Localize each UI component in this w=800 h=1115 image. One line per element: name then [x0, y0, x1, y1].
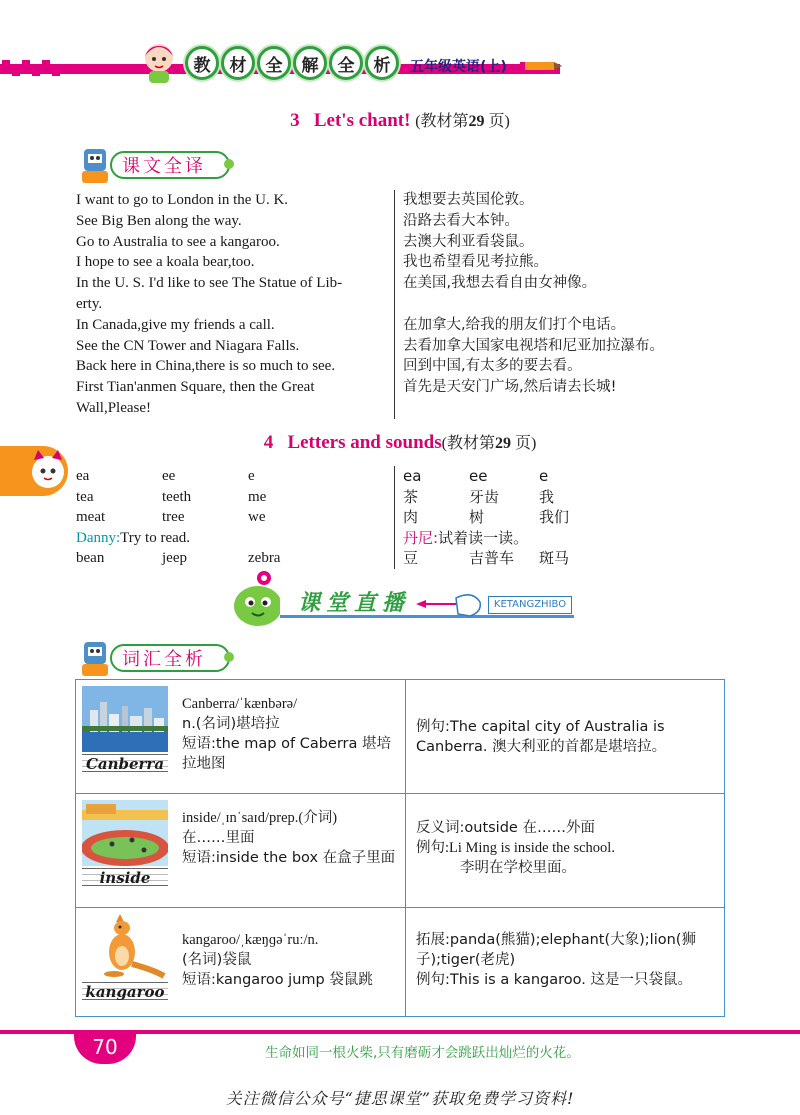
- vocab-row: [76, 680, 724, 794]
- vocab-label: [76, 640, 230, 676]
- textbook-page-ref: (教材第29 页): [441, 435, 537, 452]
- vocab-definition: [176, 680, 406, 793]
- vocab-headword: inside/ˌɪnˈsaɪd/prep.(介词): [182, 810, 338, 826]
- banner-pinyin: KETANGZHIBO: [488, 596, 572, 614]
- green-blob-mascot-icon: [228, 568, 288, 630]
- page-number: 70: [74, 1030, 136, 1064]
- page-header: [0, 0, 800, 95]
- girl-mascot-icon: [135, 38, 183, 86]
- watermark-text: 关注微信公众号“捷思课堂”获取免费学习资料!: [225, 1089, 575, 1108]
- vocab-pos: (名词)袋鼠: [182, 952, 252, 968]
- chant-line: See the CN Tower and Niagara Falls. 去看加拿大国家电视塔和尼亚加拉瀑布。: [76, 336, 726, 357]
- vocab-example: 反义词:outside 在……外面 例句:Li Ming is inside the school. 李明在学校里面。: [416, 820, 615, 876]
- vocab-table: [75, 679, 725, 1017]
- pointing-hand-icon: [416, 588, 486, 620]
- chant-line: Wall,Please!: [76, 398, 726, 419]
- title-char: 材: [221, 46, 255, 80]
- letters-row: bean jeep zebra 豆 吉普车 斑马: [76, 548, 726, 569]
- section-title-text: Letters and sounds: [287, 432, 442, 453]
- robot-mascot-icon: [76, 145, 114, 185]
- section-4-title: [0, 430, 800, 454]
- footer-motto: 生命如同一根火柴,只有磨砺才会跳跃出灿烂的火花。: [265, 1045, 580, 1061]
- chant-line: See Big Ben along the way. 沿路去看大本钟。: [76, 211, 726, 232]
- chant-translation: [76, 190, 726, 419]
- robot-mascot-icon: [76, 638, 114, 678]
- vocab-pos: 在……里面: [182, 830, 255, 846]
- title-char: 析: [365, 46, 399, 80]
- letters-row: meat tree we 肉 树 我们: [76, 507, 726, 528]
- translation-label-text: 课文全译: [110, 151, 230, 179]
- dialogue-row: Danny: Try to read. 丹尼: 试着读一读。: [76, 528, 726, 549]
- speaker-name: 丹尼:: [403, 528, 439, 547]
- city-skyline-image: [82, 686, 168, 752]
- section-number: 4: [263, 432, 274, 453]
- vocab-phrase: 短语:the map of Caberra 堪培拉地图: [182, 736, 391, 772]
- vocab-image-word: kangaroo: [82, 982, 168, 1000]
- vocab-pos: n.(名词)堪培拉: [182, 716, 280, 732]
- vocab-example: 例句:The capital city of Australia is Canberra. 澳大利亚的首都是堪培拉。: [416, 718, 667, 755]
- title-char: 解: [293, 46, 327, 80]
- vocab-phrase: 短语:inside the box 在盒子里面: [182, 850, 396, 866]
- vocab-definition: [176, 794, 406, 907]
- letters-and-sounds: [76, 466, 726, 569]
- textbook-page-ref: (教材第29 页): [415, 113, 510, 130]
- chant-line: I want to go to London in the U. K. 我想要去英国伦敦。: [76, 190, 726, 211]
- title-char: 全: [257, 46, 291, 80]
- vocab-image-word: inside: [82, 868, 168, 886]
- kangaroo-image: [82, 914, 168, 980]
- vocab-image-cell: [76, 794, 176, 907]
- grade-label: 五年级英语(上): [410, 59, 507, 75]
- book-title: [185, 46, 399, 80]
- translation-label: [76, 147, 230, 183]
- vocab-image-word: Canberra: [82, 754, 168, 772]
- section-number: 3: [290, 110, 300, 131]
- vocab-headword: kangaroo/ˌkæŋɡəˈruː/n.: [182, 932, 319, 948]
- chant-line: erty.: [76, 294, 726, 315]
- letters-row: ea ee e ea ee e: [76, 466, 726, 487]
- chant-line: Go to Australia to see a kangaroo. 去澳大利亚看袋鼠。: [76, 232, 726, 253]
- pencil-icon: [520, 56, 564, 76]
- section-title-text: Let's chant!: [313, 110, 411, 131]
- vocab-definition: [176, 908, 406, 1016]
- chant-line: Back here in China,there is so much to see. 回到中国,有太多的要去看。: [76, 356, 726, 377]
- classroom-live-banner: [228, 568, 578, 630]
- chant-line: First Tian'anmen Square, then the Great 首先是天安门广场,然后请去长城!: [76, 377, 726, 398]
- chant-line: In Canada,give my friends a call. 在加拿大,给我的朋友们打个电话。: [76, 315, 726, 336]
- vocab-row: [76, 794, 724, 908]
- section-3-title: [0, 108, 800, 132]
- vocab-row: [76, 908, 724, 1016]
- chant-line: I hope to see a koala bear,too. 我也希望看见考拉熊。: [76, 252, 726, 273]
- title-char: 全: [329, 46, 363, 80]
- vocab-example: 拓展:panda(熊猫);elephant(大象);lion(狮子);tiger(老虎) 例句:This is a kangaroo. 这是一只袋鼠。: [416, 932, 696, 988]
- vocab-phrase: 短语:kangaroo jump 袋鼠跳: [182, 972, 373, 988]
- letters-row: tea teeth me 茶 牙齿 我: [76, 487, 726, 508]
- speaker-name: Danny:: [76, 529, 121, 546]
- vocab-image-cell: [76, 680, 176, 793]
- side-tab-mascot: [0, 446, 68, 496]
- title-char: 教: [185, 46, 219, 80]
- school-yard-image: [82, 800, 168, 866]
- vocab-label-text: 词汇全析: [110, 644, 230, 672]
- banner-title: 课堂直播: [298, 591, 411, 616]
- vocab-image-cell: [76, 908, 176, 1016]
- vocab-headword: Canberra/ˈkænbərə/: [182, 696, 298, 712]
- chant-line: In the U. S. I'd like to see The Statue of Lib- 在美国,我想去看自由女神像。: [76, 273, 726, 294]
- fox-mascot-icon: [0, 446, 68, 496]
